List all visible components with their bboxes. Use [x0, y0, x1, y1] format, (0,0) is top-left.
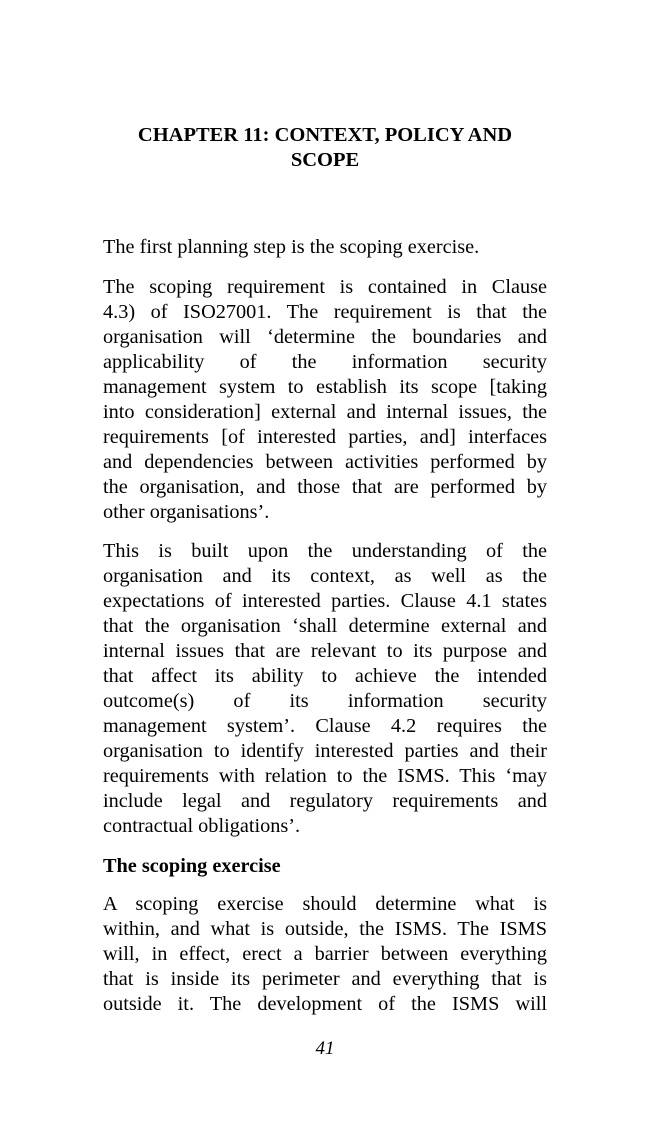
text-line: that the organisation ‘shall determine external and: [103, 615, 547, 637]
section-heading: The scoping exercise: [103, 854, 281, 877]
page-number: 41: [315, 1038, 335, 1059]
text-line: that affect its ability to achieve the intended: [103, 665, 547, 687]
text-line: into consideration] external and internal issues, the: [103, 400, 547, 423]
text-line: requirements with relation to the ISMS. This ‘may: [103, 765, 547, 787]
text-line: The scoping requirement is contained in Clause: [103, 275, 547, 298]
text-line: contractual obligations’.: [103, 815, 301, 837]
text-line: organisation to identify interested parties and their: [103, 740, 547, 762]
text-line: applicability of the information security: [103, 350, 547, 373]
text-line: that is inside its perimeter and everything that is: [103, 967, 547, 990]
text-line: A scoping exercise should determine what is: [103, 892, 547, 915]
text-line: the organisation, and those that are performed by: [103, 475, 547, 498]
text-line: outcome(s) of its information security: [103, 690, 547, 712]
text-line: The first planning step is the scoping exercise.: [103, 236, 480, 258]
text-line: within, and what is outside, the ISMS. The ISMS: [103, 917, 547, 940]
text-line: 4.3) of ISO27001. The requirement is that the: [103, 300, 547, 323]
chapter-title: [103, 123, 547, 173]
text-line: and dependencies between activities performed by: [103, 450, 547, 473]
text-line: include legal and regulatory requirements and: [103, 790, 547, 812]
text-line: internal issues that are relevant to its purpose and: [103, 640, 547, 662]
text-line: management system’. Clause 4.2 requires the: [103, 715, 547, 737]
text-line: organisation will ‘determine the boundaries and: [103, 325, 547, 348]
text-line: management system to establish its scope [taking: [103, 375, 547, 398]
text-line: outside it. The development of the ISMS will: [103, 992, 547, 1015]
text-line: This is built upon the understanding of the: [103, 540, 547, 562]
context-paragraph: [103, 539, 547, 839]
intro-paragraph: [103, 235, 547, 260]
text-line: requirements [of interested parties, and] interfaces: [103, 425, 547, 448]
text-line: will, in effect, erect a barrier between everything: [103, 942, 547, 965]
text-line: organisation and its context, as well as the: [103, 565, 547, 587]
text-line: expectations of interested parties. Clause 4.1 states: [103, 590, 547, 612]
chapter-title-line-1: CHAPTER 11: CONTEXT, POLICY AND: [137, 124, 513, 146]
chapter-title-line-2: SCOPE: [290, 149, 360, 171]
body-text: [103, 235, 547, 1031]
text-line: other organisations’.: [103, 500, 270, 523]
scoping-exercise-paragraph: [103, 892, 547, 1017]
scoping-requirement-paragraph: [103, 275, 547, 525]
